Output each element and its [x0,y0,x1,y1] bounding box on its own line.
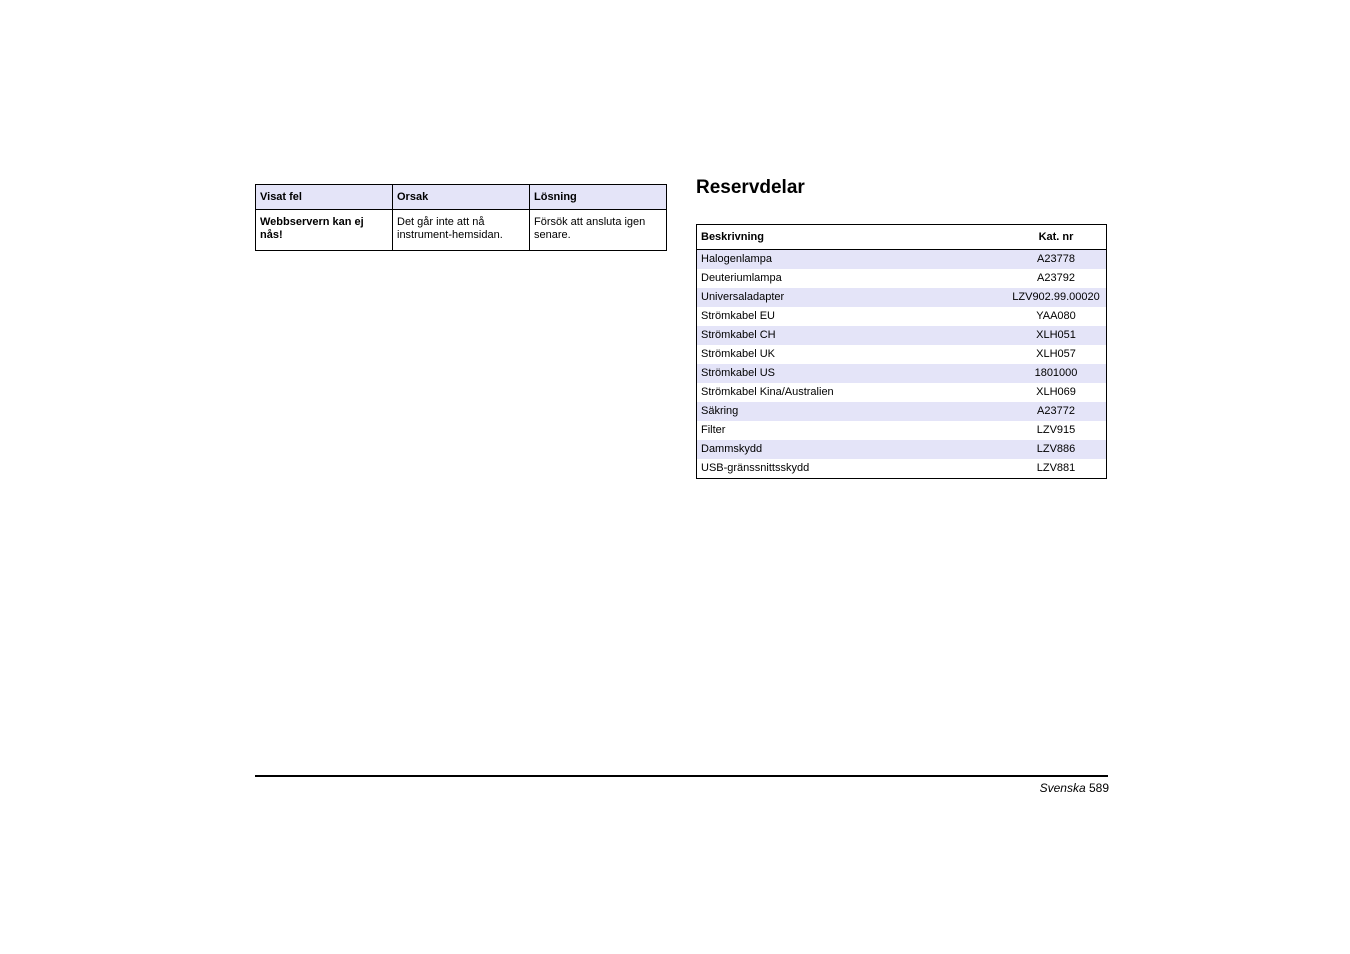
solution-cell: Försök att ansluta igen senare. [530,210,667,251]
column-header-error: Visat fel [256,185,393,210]
part-catalog-number: LZV881 [1036,462,1076,474]
footer-language: Svenska [1039,781,1086,795]
error-cell: Webbservern kan ej nås! [256,210,393,251]
table-row [697,269,1107,288]
table-row [697,383,1107,402]
table-row [697,307,1107,326]
column-header-cause: Orsak [393,185,530,210]
spare-parts-table [696,224,1107,479]
spare-parts-body [697,250,1107,479]
part-catalog-number: YAA080 [1036,310,1076,322]
part-catalog-number: XLH051 [1006,326,1107,345]
part-catalog-number: XLH057 [1036,348,1076,360]
section-title: Reservdelar [696,177,805,198]
part-catalog-number: XLH069 [1036,386,1076,398]
table-header-row [256,185,667,210]
column-header-catalog-number: Kat. nr [1006,225,1107,250]
part-description: Strömkabel US [697,364,1007,383]
part-description: USB-gränssnittsskydd [701,462,810,474]
part-description: Strömkabel UK [701,348,775,360]
footer-divider [255,775,1108,777]
part-catalog-number: LZV886 [1006,440,1107,459]
table-row [697,402,1107,421]
table-header-row [697,225,1107,250]
part-catalog-number: A23792 [1037,272,1075,284]
column-header-description: Beskrivning [697,225,1007,250]
page-number: 589 [1088,781,1109,795]
column-header-solution: Lösning [530,185,667,210]
part-description: Strömkabel EU [701,310,775,322]
table-row [697,326,1107,345]
part-catalog-number: A23772 [1006,402,1107,421]
table-row [697,440,1107,459]
part-catalog-number: LZV902.99.00020 [1006,288,1107,307]
part-description: Filter [701,424,726,436]
table-row [697,421,1107,440]
cause-cell: Det går inte att nå instrument-hemsidan. [393,210,530,251]
part-description: Halogenlampa [697,250,1007,270]
table-row [697,250,1107,270]
part-description: Universaladapter [697,288,1007,307]
part-description: Strömkabel CH [697,326,1007,345]
part-description: Dammskydd [697,440,1007,459]
table-row [697,364,1107,383]
part-description: Strömkabel Kina/Australien [701,386,834,398]
troubleshooting-table [255,184,667,251]
part-catalog-number: 1801000 [1006,364,1107,383]
part-description: Deuteriumlampa [701,272,782,284]
table-row [697,459,1107,479]
table-row [697,345,1107,364]
part-catalog-number: LZV915 [1036,424,1076,436]
part-catalog-number: A23778 [1006,250,1107,270]
table-row [256,210,667,251]
table-row [697,288,1107,307]
part-description: Säkring [697,402,1007,421]
page-footer [1040,781,1109,795]
